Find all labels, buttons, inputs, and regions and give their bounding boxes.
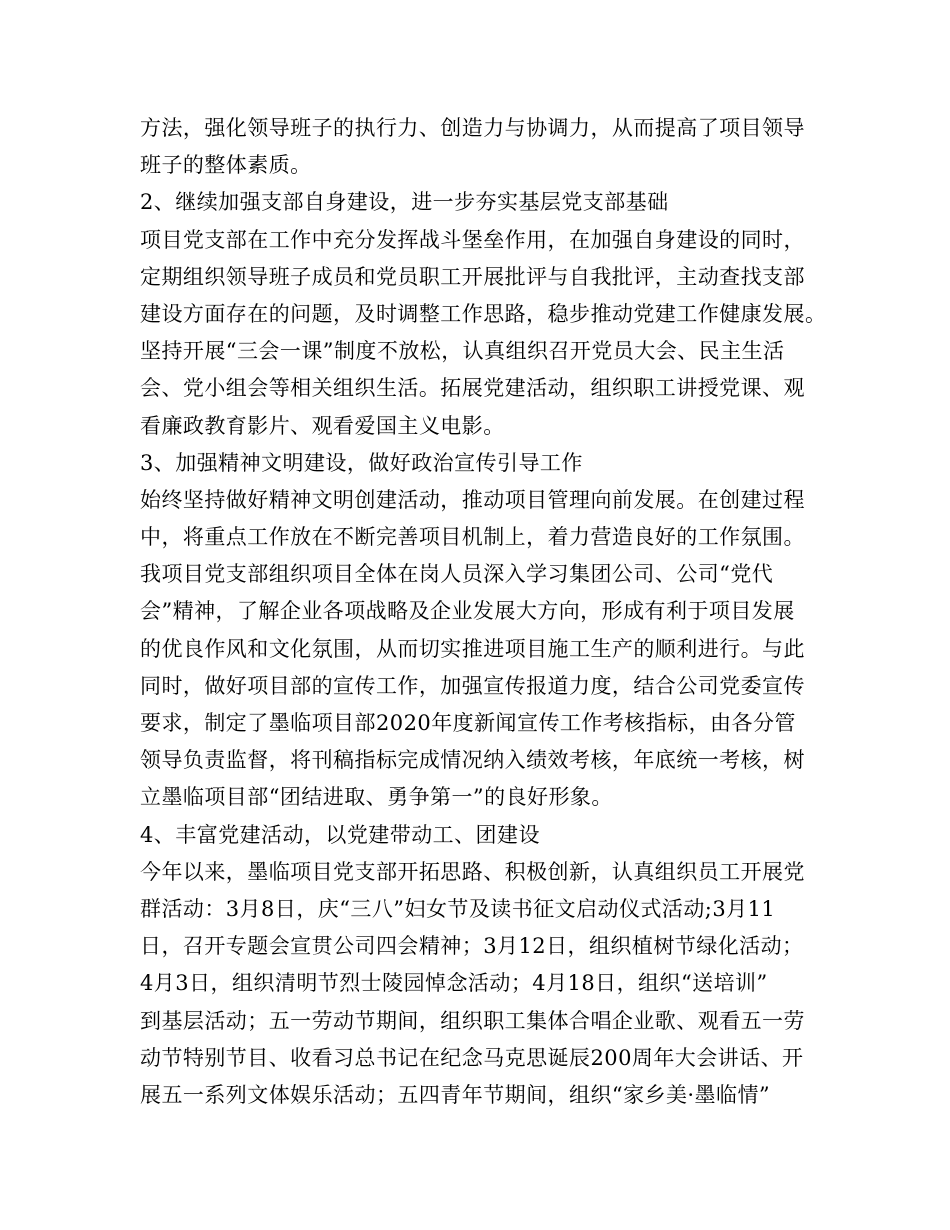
text-line: 班子的整体素质。 — [140, 153, 312, 178]
text-line: 我项目党支部组织项目全体在岗人员深入学习集团公司、公司“党代 — [140, 562, 774, 587]
text-line: 会、党小组会等相关组织生活。拓展党建活动，组织职工讲授党课、观 — [140, 376, 805, 401]
section-heading: 4、丰富党建活动，以党建带动工、团建设 — [140, 822, 540, 847]
section-heading: 2、继续加强支部自身建设，进一步夯实基层党支部基础 — [140, 190, 669, 215]
text-line: 到基层活动；五一劳动节期间，组织职工集体合唱企业歌、观看五一劳 — [140, 1008, 805, 1033]
text-line: 展五一系列文体娱乐活动；五四青年节期间，组织“家乡美·墨临情” — [140, 1082, 771, 1107]
text-line: 群活动：3月8日，庆“三八”妇女节及读书征文启动仪式活动;3月11 — [140, 896, 776, 921]
text-line: 4月3日，组织清明节烈士陵园悼念活动；4月18日，组织“送培训” — [140, 971, 768, 996]
text-line: 领导负责监督，将刊稿指标完成情况纳入绩效考核，年底统一考核，树 — [140, 748, 805, 773]
text-line: 中，将重点工作放在不断完善项目机制上，着力营造良好的工作氛围。 — [140, 525, 805, 550]
body-text — [140, 110, 830, 1114]
text-line: 今年以来，墨临项目党支部开拓思路、积极创新，认真组织员工开展党 — [140, 859, 805, 884]
text-line: 日，召开专题会宣贯公司四会精神；3月12日，组织植树节绿化活动； — [140, 934, 804, 959]
text-line: 定期组织领导班子成员和党员职工开展批评与自我批评，主动查找支部 — [140, 264, 805, 289]
section-heading: 3、加强精神文明建设，做好政治宣传引导工作 — [140, 450, 583, 475]
text-line: 立墨临项目部“团结进取、勇争第一”的良好形象。 — [140, 785, 613, 810]
text-line: 方法，强化领导班子的执行力、创造力与协调力，从而提高了项目领导 — [140, 116, 805, 140]
text-line: 同时，做好项目部的宣传工作，加强宣传报道力度，结合公司党委宣传 — [140, 673, 805, 698]
text-line: 要求，制定了墨临项目部2020年度新闻宣传工作考核指标，由各分管 — [140, 711, 796, 735]
text-line: 坚持开展“三会一课”制度不放松，认真组织召开党员大会、民主生活 — [140, 339, 785, 364]
text-line: 看廉政教育影片、观看爱国主义电影。 — [140, 413, 505, 438]
text-line: 动节特别节目、收看习总书记在纪念马克思诞辰200周年大会讲话、开 — [140, 1045, 804, 1070]
text-line: 项目党支部在工作中充分发挥战斗堡垒作用，在加强自身建设的同时， — [140, 227, 805, 252]
text-line: 会”精神，了解企业各项战略及企业发展大方向，形成有利于项目发展 — [140, 599, 795, 624]
text-line: 建设方面存在的问题，及时调整工作思路，稳步推动党建工作健康发展。 — [140, 301, 827, 326]
text-line: 的优良作风和文化氛围，从而切实推进项目施工生产的顺利进行。与此 — [140, 636, 805, 661]
text-line: 始终坚持做好精神文明创建活动，推动项目管理向前发展。在创建过程 — [140, 487, 805, 512]
